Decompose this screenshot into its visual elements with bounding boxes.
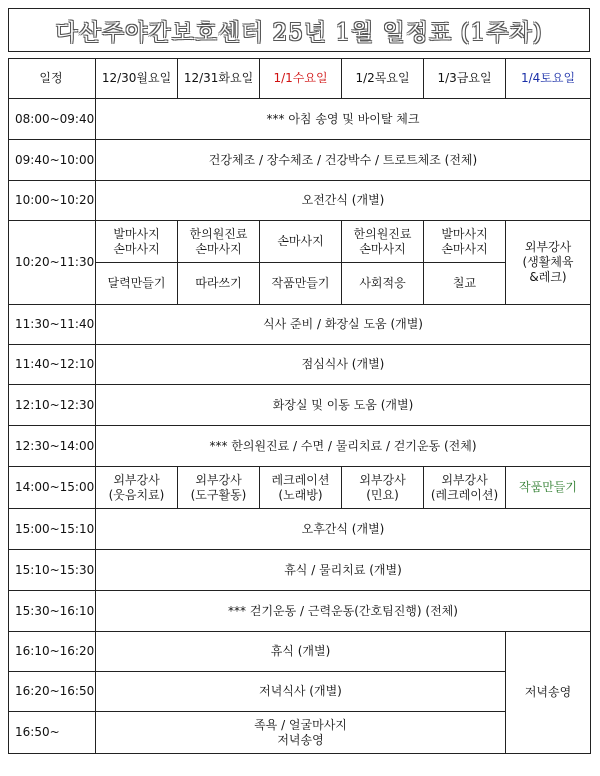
activity-cell: *** 한의원진료 / 수면 / 물리치료 / 걷기운동 (전체): [96, 426, 591, 467]
activity-line: 저녁송영: [277, 732, 324, 747]
schedule-table: [8, 58, 591, 754]
table-row: [9, 672, 591, 712]
activity-cell: 오후간식 (개별): [96, 509, 591, 550]
activity-cell: 달력만들기: [96, 263, 178, 305]
header-label: 일정: [9, 59, 96, 99]
table-row: [9, 140, 591, 181]
saturday-activity-cell: 외부강사 (생활체육 &레크): [506, 221, 591, 305]
time-cell: 16:50~: [9, 712, 96, 754]
table-row: [9, 305, 591, 345]
saturday-activity-cell: 작품만들기: [506, 467, 591, 509]
activity-cell: 레크레이션 (노래방): [260, 467, 342, 509]
time-cell: 12:30~14:00: [9, 426, 96, 467]
activity-cell: 휴식 (개별): [96, 632, 506, 672]
activity-cell: 한의원진료 손마사지: [178, 221, 260, 263]
table-row: [9, 345, 591, 385]
activity-cell: 한의원진료 손마사지: [342, 221, 424, 263]
header-day-mon: 12/30월요일: [96, 59, 178, 99]
table-row: [9, 632, 591, 672]
time-cell: 15:00~15:10: [9, 509, 96, 550]
table-row: [9, 712, 591, 754]
activity-cell: [96, 712, 506, 754]
time-cell: 09:40~10:00: [9, 140, 96, 181]
activity-cell: *** 아침 송영 및 바이탈 체크: [96, 99, 591, 140]
activity-cell: 휴식 / 물리치료 (개별): [96, 550, 591, 591]
activity-cell: 건강체조 / 장수체조 / 건강박수 / 트로트체조 (전체): [96, 140, 591, 181]
time-cell: 10:20~11:30: [9, 221, 96, 305]
time-cell: 16:20~16:50: [9, 672, 96, 712]
table-row: [9, 591, 591, 632]
activity-cell: 점심식사 (개별): [96, 345, 591, 385]
activity-cell: 화장실 및 이동 도움 (개별): [96, 385, 591, 426]
table-row: [9, 426, 591, 467]
time-cell: 15:10~15:30: [9, 550, 96, 591]
time-cell: 11:40~12:10: [9, 345, 96, 385]
header-day-wed: 1/1수요일: [260, 59, 342, 99]
time-cell: 14:00~15:00: [9, 467, 96, 509]
schedule-title-box: [8, 8, 590, 52]
activity-cell: 외부강사 (레크레이션): [424, 467, 506, 509]
table-row: [9, 550, 591, 591]
activity-cell: 외부강사 (민요): [342, 467, 424, 509]
activity-cell: 외부강사 (도구활동): [178, 467, 260, 509]
time-cell: 11:30~11:40: [9, 305, 96, 345]
activity-cell: *** 걷기운동 / 근력운동(간호팀진행) (전체): [96, 591, 591, 632]
header-row: [9, 59, 591, 99]
table-row: [9, 99, 591, 140]
activity-cell: 칠교: [424, 263, 506, 305]
time-cell: 08:00~09:40: [9, 99, 96, 140]
header-day-thu: 1/2목요일: [342, 59, 424, 99]
header-day-tue: 12/31화요일: [178, 59, 260, 99]
activity-cell: 발마사지 손마사지: [96, 221, 178, 263]
time-cell: 10:00~10:20: [9, 181, 96, 221]
activity-cell: 따라쓰기: [178, 263, 260, 305]
table-row: [9, 509, 591, 550]
page-title: 다산주야간보호센터 25년 1월 일정표 (1주차): [55, 19, 543, 46]
table-row: [9, 385, 591, 426]
time-cell: 12:10~12:30: [9, 385, 96, 426]
table-row: [9, 263, 591, 305]
activity-line: 족욕 / 얼굴마사지: [254, 717, 347, 732]
activity-cell: 식사 준비 / 화장실 도움 (개별): [96, 305, 591, 345]
header-day-fri: 1/3금요일: [424, 59, 506, 99]
table-row: [9, 221, 591, 263]
time-cell: 16:10~16:20: [9, 632, 96, 672]
activity-cell: 오전간식 (개별): [96, 181, 591, 221]
activity-cell: 작품만들기: [260, 263, 342, 305]
activity-cell: 사회적응: [342, 263, 424, 305]
activity-cell: 발마사지 손마사지: [424, 221, 506, 263]
time-cell: 15:30~16:10: [9, 591, 96, 632]
activity-cell: 손마사지: [260, 221, 342, 263]
activity-cell: 저녁식사 (개별): [96, 672, 506, 712]
saturday-evening-cell: 저녁송영: [506, 632, 591, 754]
table-row: [9, 467, 591, 509]
table-row: [9, 181, 591, 221]
activity-cell: 외부강사 (웃음치료): [96, 467, 178, 509]
header-day-sat: 1/4토요일: [506, 59, 591, 99]
